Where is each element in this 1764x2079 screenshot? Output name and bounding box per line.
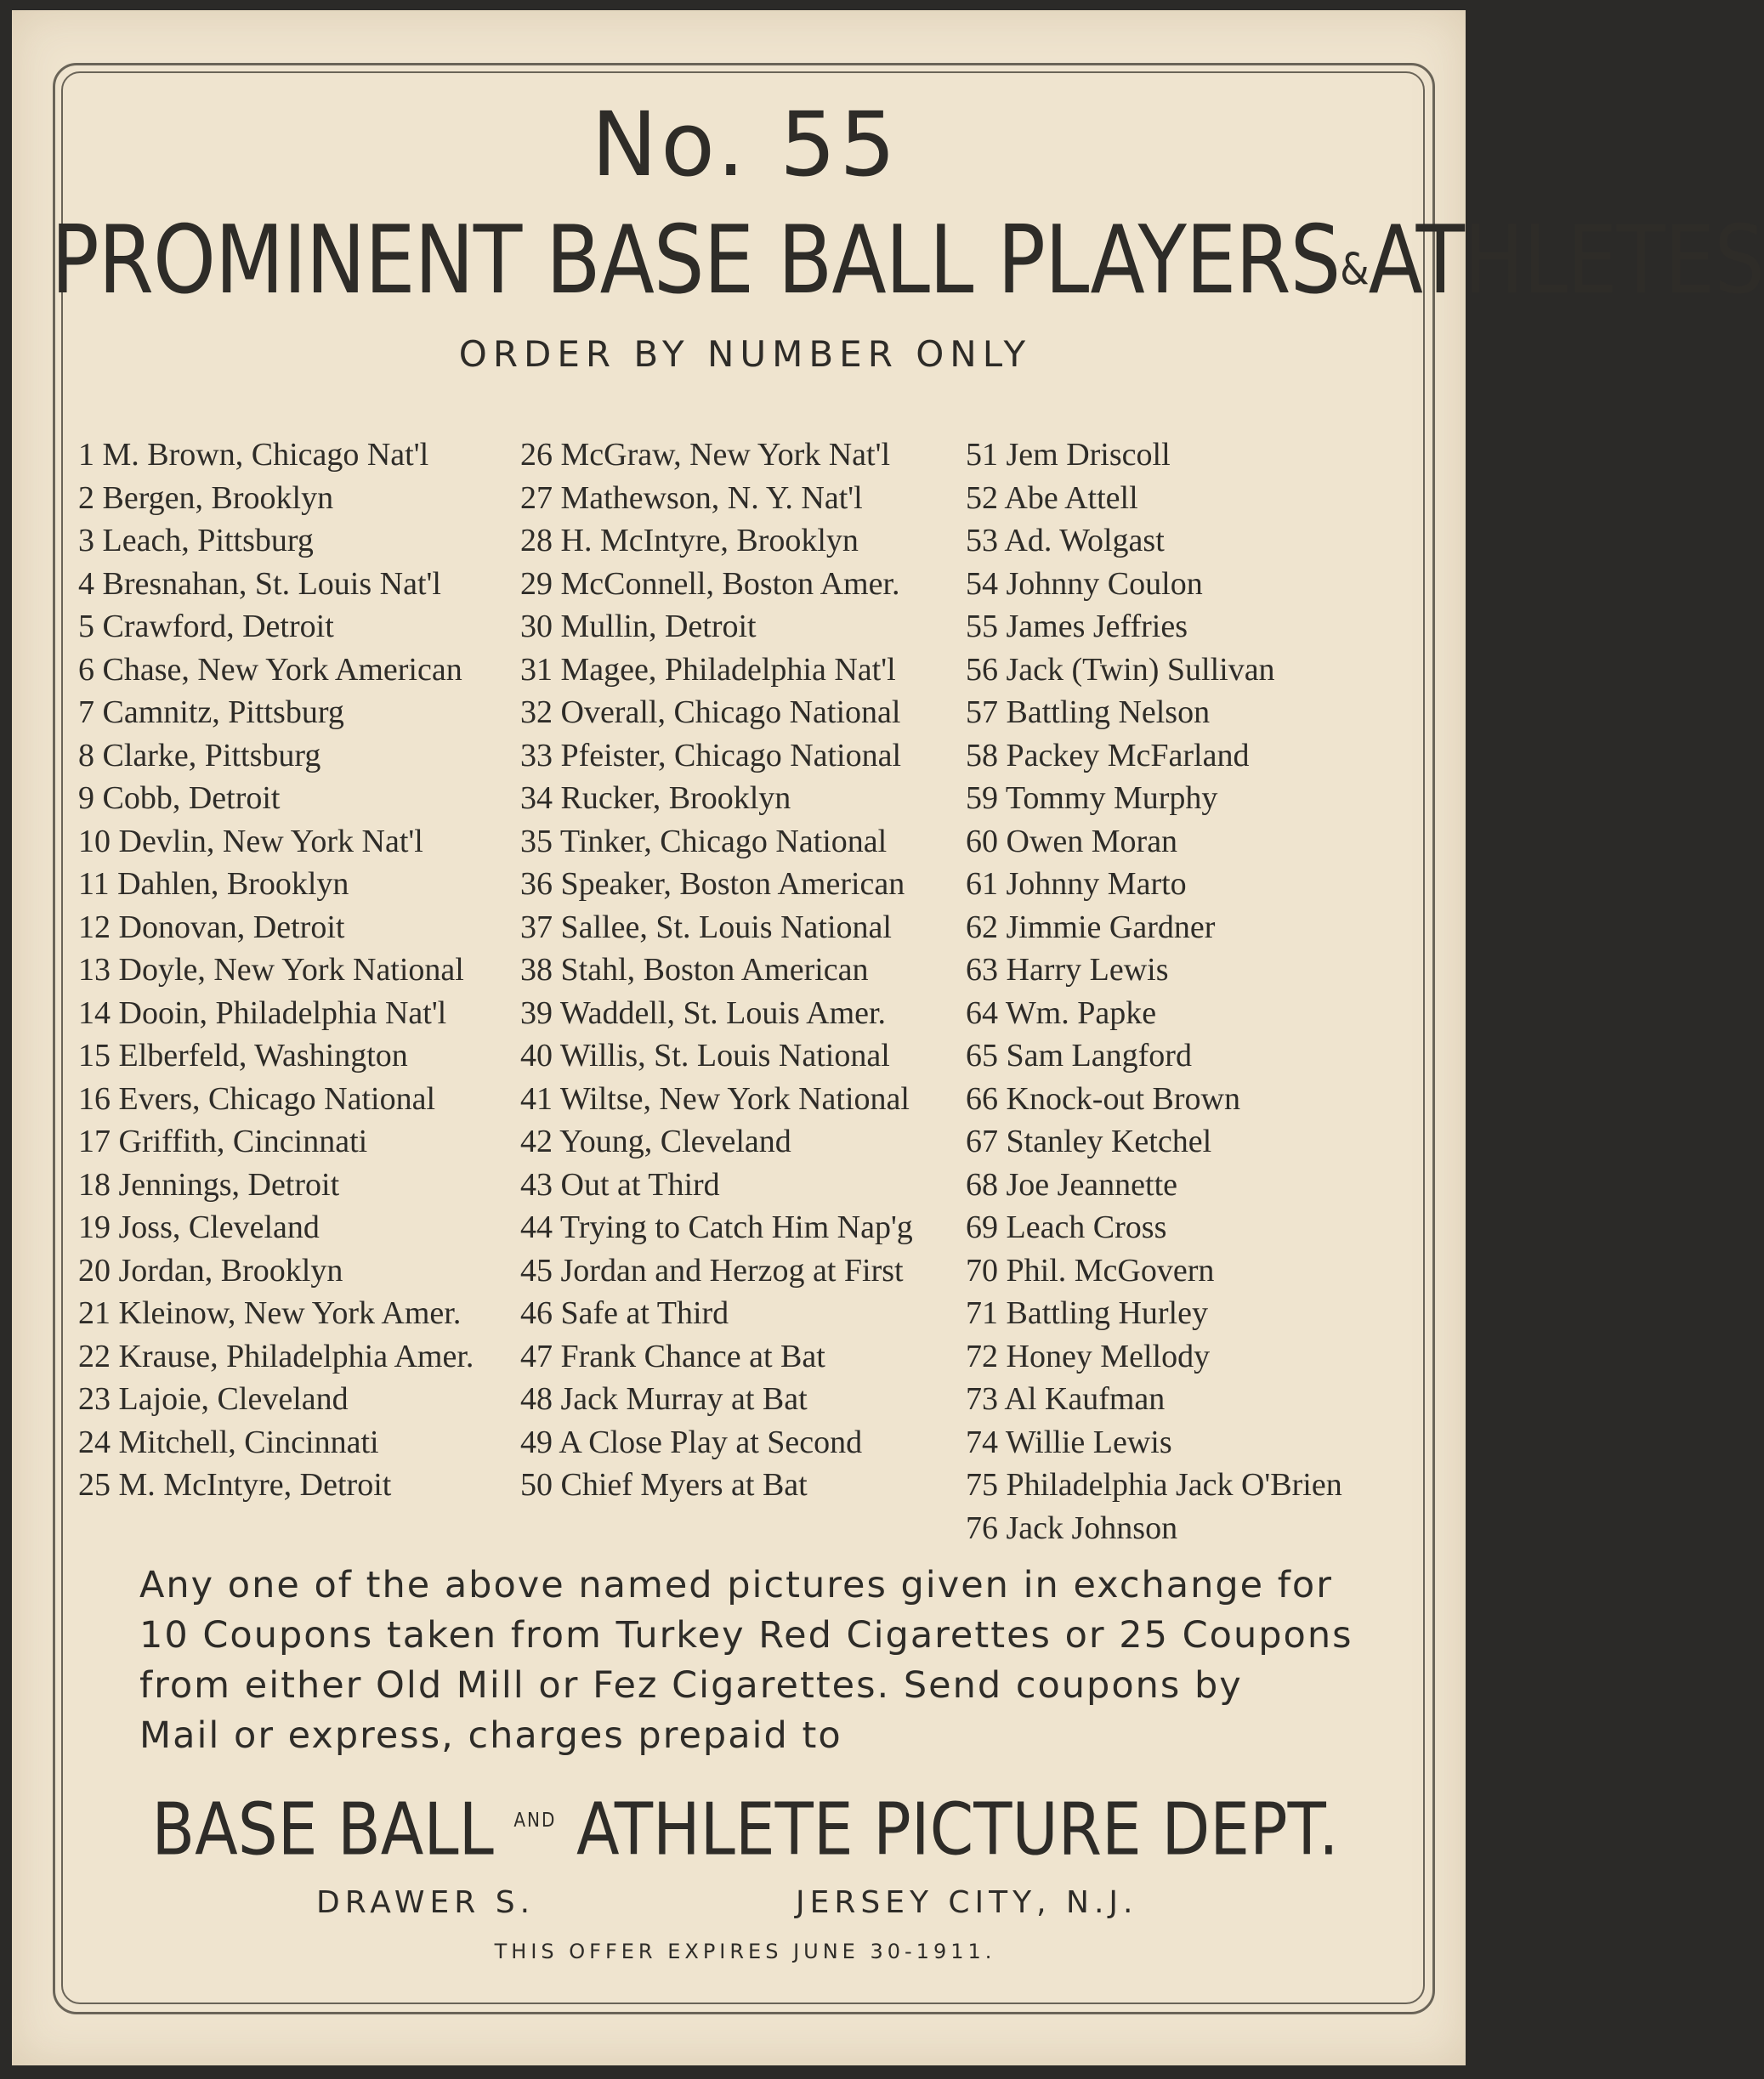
list-item: 18 Jennings, Detroit [78, 1166, 340, 1203]
list-item: 19 Joss, Cleveland [78, 1209, 320, 1245]
list-item: 68 Joe Jeannette [966, 1166, 1178, 1203]
list-item: 76 Jack Johnson [966, 1510, 1178, 1546]
list-item: 70 Phil. McGovern [966, 1252, 1215, 1289]
player-list-column-2 [520, 433, 913, 1507]
list-item: 73 Al Kaufman [966, 1381, 1166, 1417]
list-item: 46 Safe at Third [520, 1295, 729, 1331]
list-item: 3 Leach, Pittsburg [78, 523, 314, 558]
list-item: 15 Elberfeld, Washington [78, 1038, 408, 1073]
list-item: 72 Honey Mellody [966, 1338, 1211, 1374]
list-item: 47 Frank Chance at Bat [520, 1338, 825, 1374]
list-item: 55 James Jeffries [966, 609, 1188, 644]
offer-line: from either Old Mill or Fez Cigarettes. Send coupons by [139, 1664, 1243, 1707]
list-item: 26 McGraw, New York Nat'l [520, 437, 890, 473]
list-item: 52 Abe Attell [966, 479, 1138, 516]
title-end: ATHLETES [1368, 206, 1764, 316]
list-item: 54 Johnny Coulon [966, 565, 1203, 602]
list-item: 32 Overall, Chicago National [520, 694, 901, 730]
list-item: 28 H. McIntyre, Brooklyn [520, 523, 859, 558]
list-item: 67 Stanley Ketchel [966, 1124, 1212, 1159]
list-item: 49 A Close Play at Second [520, 1424, 863, 1460]
list-item: 20 Jordan, Brooklyn [78, 1252, 343, 1289]
title-main: PROMINENT BASE BALL PLAYERS [51, 206, 1341, 316]
list-item: 53 Ad. Wolgast [966, 523, 1165, 558]
list-item: 56 Jack (Twin) Sullivan [966, 651, 1275, 688]
list-item: 21 Kleinow, New York Amer. [78, 1295, 462, 1331]
list-item: 66 Knock-out Brown [966, 1080, 1240, 1117]
list-item: 34 Rucker, Brooklyn [520, 780, 791, 816]
city-address: JERSEY CITY, N.J. [796, 1885, 1138, 1920]
list-item: 24 Mitchell, Cincinnati [78, 1424, 379, 1460]
list-item: 30 Mullin, Detroit [520, 609, 757, 644]
list-item: 11 Dahlen, Brooklyn [78, 866, 349, 902]
list-item: 1 M. Brown, Chicago Nat'l [78, 437, 429, 473]
drawer-address: DRAWER S. [316, 1885, 536, 1920]
list-item: 57 Battling Nelson [966, 694, 1211, 730]
list-item: 61 Johnny Marto [966, 866, 1187, 902]
offer-text [139, 1561, 1364, 1761]
list-item: 39 Waddell, St. Louis Amer. [520, 994, 887, 1031]
list-item: 37 Sallee, St. Louis National [520, 909, 892, 945]
list-item: 42 Young, Cleveland [520, 1124, 791, 1159]
list-item: 35 Tinker, Chicago National [520, 823, 888, 859]
list-item: 23 Lajoie, Cleveland [78, 1381, 349, 1417]
list-item: 7 Camnitz, Pittsburg [78, 694, 344, 730]
list-item: 33 Pfeister, Chicago National [520, 737, 902, 773]
list-item: 75 Philadelphia Jack O'Brien [966, 1467, 1342, 1503]
offer-line: 10 Coupons taken from Turkey Red Cigarettes or 25 Coupons [139, 1614, 1353, 1657]
list-item: 59 Tommy Murphy [966, 780, 1218, 816]
list-item: 65 Sam Langford [966, 1038, 1192, 1073]
list-item: 44 Trying to Catch Him Nap'g [520, 1209, 913, 1245]
dept-and: AND [513, 1808, 557, 1832]
list-item: 74 Willie Lewis [966, 1424, 1172, 1460]
list-item: 31 Magee, Philadelphia Nat'l [520, 651, 896, 688]
list-item: 6 Chase, New York American [78, 651, 462, 688]
offer-expiry: THIS OFFER EXPIRES JUNE 30-1911. [494, 1940, 996, 1963]
list-item: 40 Willis, St. Louis National [520, 1038, 890, 1073]
list-item: 71 Battling Hurley [966, 1295, 1208, 1331]
list-item: 41 Wiltse, New York National [520, 1080, 910, 1117]
list-item: 25 M. McIntyre, Detroit [78, 1467, 392, 1503]
list-item: 14 Dooin, Philadelphia Nat'l [78, 994, 447, 1031]
list-item: 16 Evers, Chicago National [78, 1080, 436, 1117]
list-item: 51 Jem Driscoll [966, 437, 1171, 473]
list-item: 17 Griffith, Cincinnati [78, 1124, 368, 1159]
list-item: 4 Bresnahan, St. Louis Nat'l [78, 565, 441, 602]
department-name [0, 1787, 1490, 1872]
list-item: 22 Krause, Philadelphia Amer. [78, 1338, 474, 1374]
list-item: 13 Doyle, New York National [78, 952, 464, 988]
list-item: 36 Speaker, Boston American [520, 866, 905, 902]
list-item: 12 Donovan, Detroit [78, 909, 345, 945]
list-item: 43 Out at Third [520, 1166, 720, 1203]
list-item: 10 Devlin, New York Nat'l [78, 823, 423, 859]
list-item: 38 Stahl, Boston American [520, 952, 869, 988]
order-instruction: ORDER BY NUMBER ONLY [458, 333, 1032, 375]
player-list-column-3 [966, 433, 1342, 1549]
series-number: No. 55 [591, 93, 899, 196]
list-item: 62 Jimmie Gardner [966, 909, 1216, 945]
dept-right: ATHLETE PICTURE DEPT. [576, 1787, 1339, 1872]
list-item: 45 Jordan and Herzog at First [520, 1252, 904, 1289]
list-item: 64 Wm. Papke [966, 994, 1157, 1031]
list-item: 63 Harry Lewis [966, 952, 1169, 988]
dept-left: BASE BALL [151, 1787, 494, 1872]
list-item: 9 Cobb, Detroit [78, 780, 281, 816]
list-item: 29 McConnell, Boston Amer. [520, 565, 900, 602]
list-item: 8 Clarke, Pittsburg [78, 737, 321, 773]
list-item: 58 Packey McFarland [966, 737, 1250, 773]
list-item: 50 Chief Myers at Bat [520, 1467, 808, 1503]
main-title [51, 206, 1764, 316]
offer-line: Any one of the above named pictures given in exchange for [139, 1564, 1333, 1606]
player-list-column-1 [78, 433, 474, 1507]
offer-line: Mail or express, charges prepaid to [139, 1714, 842, 1757]
list-item: 48 Jack Murray at Bat [520, 1381, 808, 1417]
list-item: 60 Owen Moran [966, 823, 1178, 859]
title-ampersand: & [1340, 244, 1369, 296]
list-item: 27 Mathewson, N. Y. Nat'l [520, 479, 863, 516]
list-item: 5 Crawford, Detroit [78, 609, 334, 644]
list-item: 2 Bergen, Brooklyn [78, 479, 334, 516]
list-item: 69 Leach Cross [966, 1209, 1167, 1245]
